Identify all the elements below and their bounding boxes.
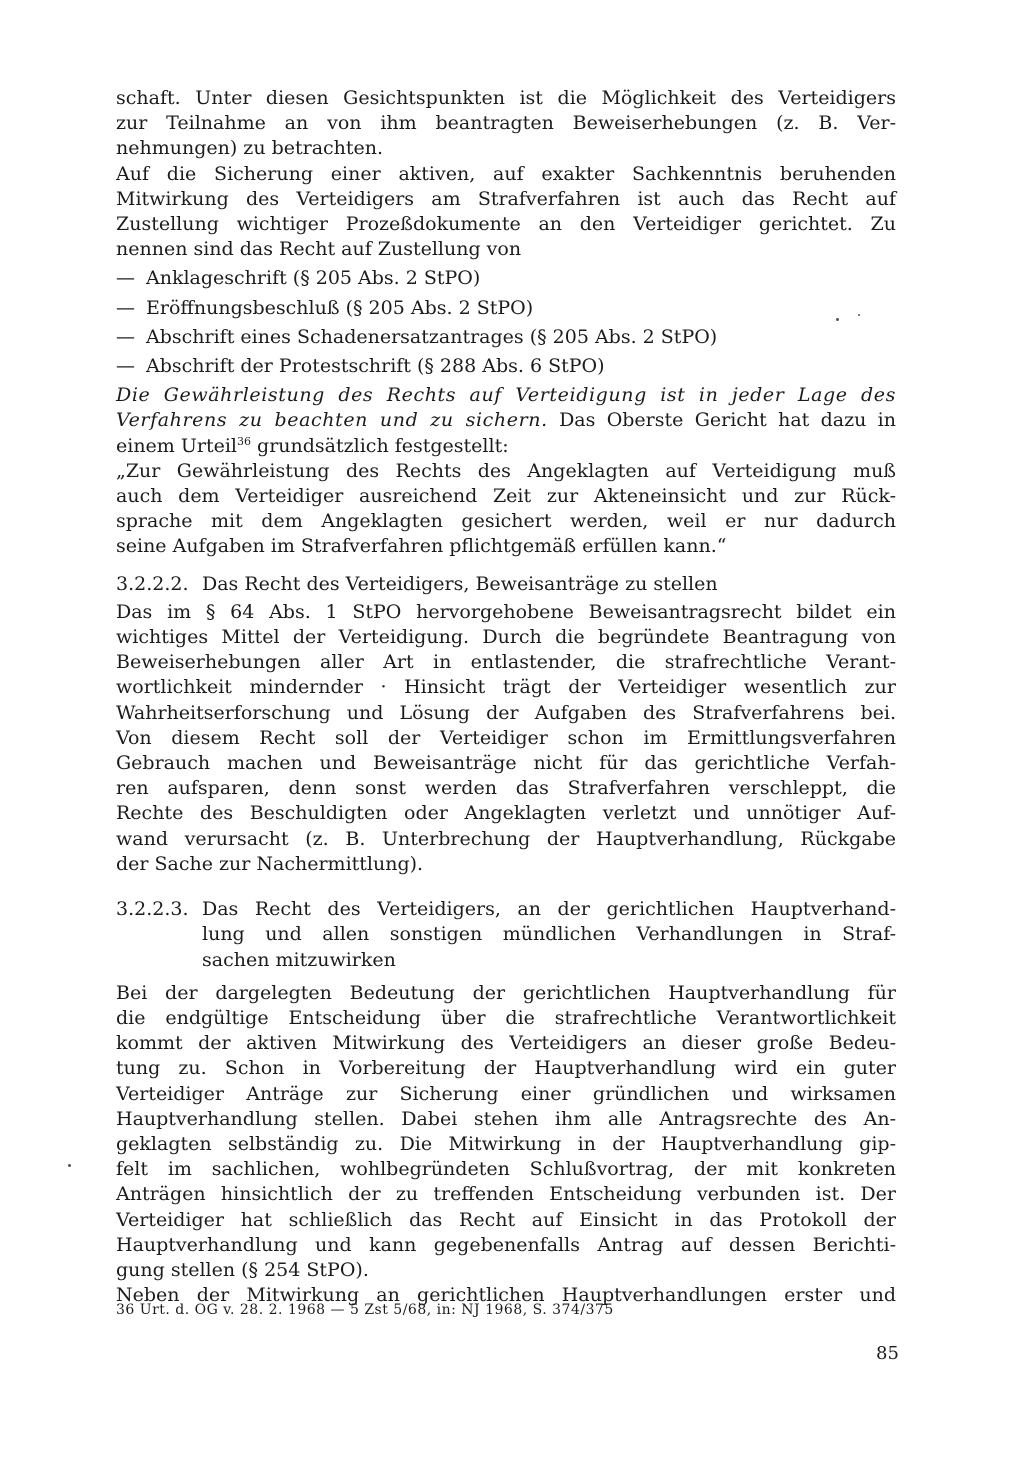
section-heading	[116, 572, 896, 597]
text-line: ren aufsparen, denn sonst werden das Strafverfahren verschleppt, die	[116, 777, 896, 800]
dash-bullet: —	[116, 325, 135, 348]
section-heading	[116, 897, 896, 973]
quote-line: auch dem Verteidiger ausreichend Zeit zur Akteneinsicht und zur Rück-	[116, 485, 896, 508]
list-item	[116, 296, 896, 321]
text-line: Auf die Sicherung einer aktiven, auf exakter Sachkenntnis beruhenden	[116, 162, 896, 185]
text-line: Mitwirkung des Verteidigers am Strafverfahren ist auch das Recht auf	[116, 187, 896, 210]
text-line: Beweiserhebungen aller Art in entlastender, die strafrechtliche Verant-	[116, 651, 896, 674]
quotation	[116, 459, 896, 560]
paragraph-2	[116, 162, 896, 263]
text-line: Anträgen hinsichtlich der zu treffenden Entscheidung verbunden ist. Der	[116, 1183, 896, 1206]
text-fragment: Das Oberste Gericht hat dazu in	[547, 409, 896, 432]
quote-line: „Zur Gewährleistung des Rechts des Angeklagten auf Verteidigung muß	[116, 459, 896, 482]
list-item-text: Anklageschrift (§ 205 Abs. 2 StPO)	[146, 267, 481, 290]
text-line: geklagten selbständig zu. Die Mitwirkung in der Hauptverhandlung gip-	[116, 1132, 896, 1155]
text-line: der Sache zur Nachermittlung).	[116, 852, 424, 875]
quote-line: sprache mit dem Angeklagten gesichert werden, weil er nur dadurch	[116, 510, 896, 533]
text-line: Neben der Mitwirkung an gerichtlichen Hauptverhandlungen erster und	[116, 1284, 896, 1307]
scan-speck	[68, 1164, 71, 1167]
section-number: 3.2.2.2.	[116, 572, 189, 595]
text-line: Verteidiger hat schließlich das Recht auf Einsicht in das Protokoll der	[116, 1208, 896, 1231]
text-line: wortlichkeit mindernder · Hinsicht trägt der Verteidiger wesentlich zur	[116, 676, 896, 699]
title-line: lung und allen sonstigen mündlichen Verhandlungen in Straf-	[202, 923, 896, 946]
text-line: felt im sachlichen, wohlbegründeten Schlußvortrag, der mit konkreten	[116, 1158, 896, 1181]
text-line	[116, 408, 896, 433]
dash-bullet: —	[116, 355, 135, 378]
paragraph-3	[116, 383, 896, 459]
section-body	[116, 600, 896, 877]
list-item-text: Eröffnungsbeschluß (§ 205 Abs. 2 StPO)	[146, 296, 534, 319]
emphasized-line: Die Gewährleistung des Rechts auf Verteidigung ist in jeder Lage des	[116, 384, 896, 407]
document-list	[116, 266, 896, 379]
section-body	[116, 981, 896, 1309]
text-line: nennen sind das Recht auf Zustellung von	[116, 238, 522, 261]
list-item	[116, 354, 896, 379]
text-line: Verteidiger Anträge zur Sicherung einer gründlichen und wirksamen	[116, 1082, 896, 1105]
scan-speck	[858, 314, 860, 316]
dash-bullet: —	[116, 296, 135, 319]
text-line: gung stellen (§ 254 StPO).	[116, 1258, 369, 1281]
emphasized-text: Verfahrens zu beachten und zu sichern.	[116, 409, 548, 432]
title-line: Das Recht des Verteidigers, an der gerichtlichen Hauptverhand-	[202, 898, 896, 921]
main-text	[116, 86, 896, 1308]
section-number: 3.2.2.3.	[116, 898, 189, 921]
title-line: sachen mitzuwirken	[202, 948, 396, 971]
section-title: Das Recht des Verteidigers, Beweisanträge zu stellen	[202, 572, 718, 595]
quote-line: seine Aufgaben im Strafverfahren pflichtgemäß erfüllen kann.“	[116, 535, 727, 558]
text-fragment: grundsätzlich festgestellt:	[251, 434, 509, 457]
text-line: Rechte des Beschuldigten oder Angeklagten verletzt und unnötiger Auf-	[116, 802, 896, 825]
list-item	[116, 325, 896, 350]
list-item-text: Abschrift eines Schadenersatzantrages (§ 205 Abs. 2 StPO)	[146, 325, 718, 348]
text-line: zur Teilnahme an von ihm beantragten Beweiserhebungen (z. B. Ver-	[116, 112, 896, 135]
text-line: tung zu. Schon in Vorbereitung der Hauptverhandlung wird ein guter	[116, 1057, 896, 1080]
text-line: Hauptverhandlung und kann gegebenenfalls Antrag auf dessen Berichti-	[116, 1233, 896, 1256]
text-line: Von diesem Recht soll der Verteidiger schon im Ermittlungsverfahren	[116, 726, 896, 749]
page-number: 85	[876, 1343, 899, 1364]
text-line: wichtiges Mittel der Verteidigung. Durch die begründete Beantragung von	[116, 626, 896, 649]
text-line: Gebrauch machen und Beweisanträge nicht für das gerichtliche Verfah-	[116, 752, 896, 775]
text-line: Zustellung wichtiger Prozeßdokumente an den Verteidiger gerichtet. Zu	[116, 213, 896, 236]
text-line	[116, 434, 896, 459]
list-item	[116, 266, 896, 291]
text-line: Wahrheitserforschung und Lösung der Aufgaben des Strafverfahrens bei.	[116, 701, 896, 724]
text-fragment: einem Urteil	[116, 434, 237, 457]
footnote-reference: 36	[237, 434, 251, 448]
scan-speck	[836, 318, 839, 321]
text-line: nehmungen) zu betrachten.	[116, 137, 384, 160]
text-line: Bei der dargelegten Bedeutung der gerichtlichen Hauptverhandlung für	[116, 981, 896, 1004]
dash-bullet: —	[116, 267, 135, 290]
text-line: die endgültige Entscheidung über die strafrechtliche Verantwortlichkeit	[116, 1006, 896, 1029]
list-item-text: Abschrift der Protestschrift (§ 288 Abs. 6 StPO)	[146, 355, 605, 378]
text-line: kommt der aktiven Mitwirkung des Verteidigers an dieser große Bedeu-	[116, 1032, 896, 1055]
text-line: Hauptverhandlung stellen. Dabei stehen ihm alle Antragsrechte des An-	[116, 1107, 896, 1130]
text-line: schaft. Unter diesen Gesichtspunkten ist die Möglichkeit des Verteidigers	[116, 87, 896, 109]
text-line: Das im § 64 Abs. 1 StPO hervorgehobene Beweisantragsrecht bildet ein	[116, 600, 896, 623]
footnote: 36 Urt. d. OG v. 28. 2. 1968 — 5 Zst 5/68, in: NJ 1968, S. 374/375	[116, 1302, 614, 1318]
paragraph-1	[116, 86, 896, 162]
section-title	[202, 897, 896, 973]
text-line: wand verursacht (z. B. Unterbrechung der Hauptverhandlung, Rückgabe	[116, 827, 896, 850]
